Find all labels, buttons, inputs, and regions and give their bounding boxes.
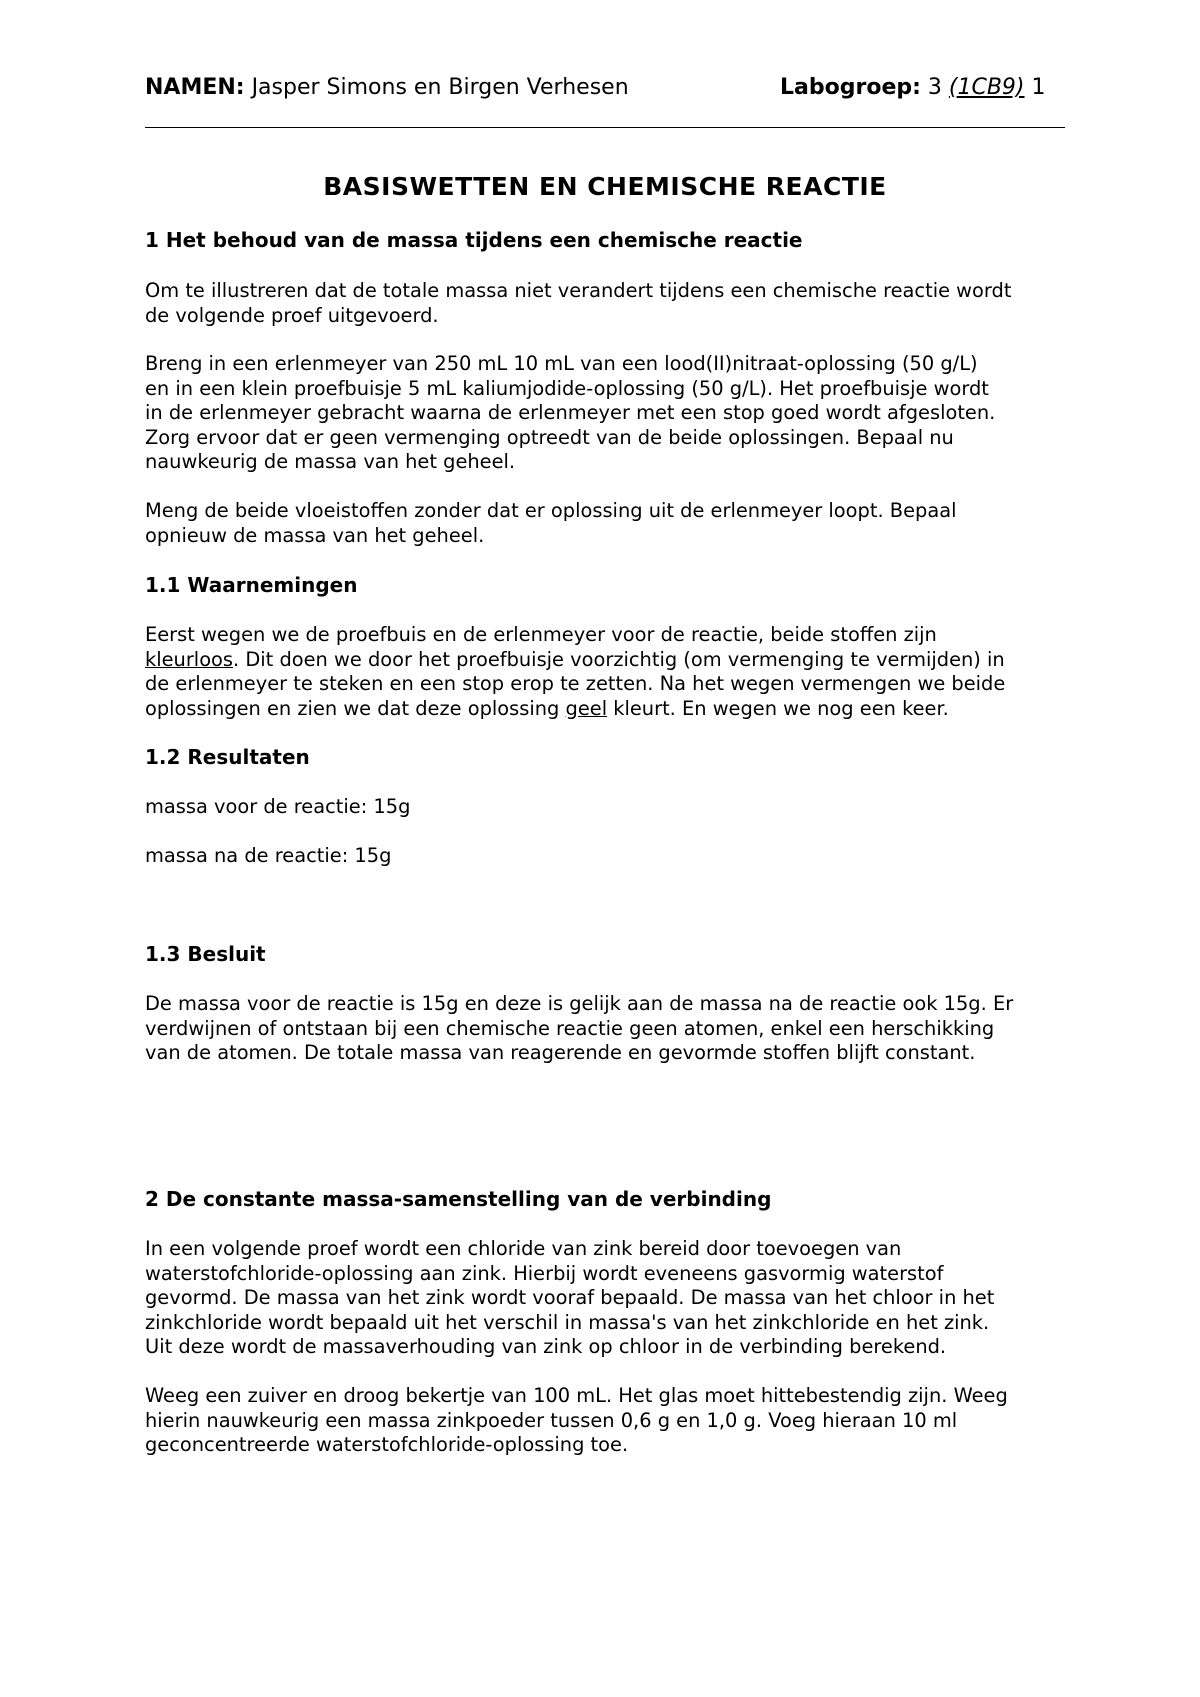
- observations-paragraph: [145, 623, 1065, 721]
- text-line: opnieuw de massa van het geheel.: [145, 523, 485, 547]
- section-1-procedure: [145, 352, 1065, 475]
- section-1-2-heading: 1.2 Resultaten: [145, 745, 310, 769]
- result-before: massa voor de reactie: 15g: [145, 795, 411, 818]
- header-divider: [145, 127, 1065, 128]
- labgroup-number: 3: [920, 75, 949, 100]
- text-line: Om te illustreren dat de totale massa niet verandert tijdens een chemische reactie wordt: [145, 279, 1012, 302]
- text-line: en in een klein proefbuisje 5 mL kaliumjodide-oplossing (50 g/L). Het proefbuisje wordt: [145, 376, 989, 400]
- text-line: gevormd. De massa van het zink wordt vooraf bepaald. De massa van het chloor in het: [145, 1286, 995, 1310]
- keyword-yellow: geel: [565, 696, 608, 720]
- text-line: In een volgende proef wordt een chloride van zink bereid door toevoegen van: [145, 1237, 902, 1260]
- text-line: Uit deze wordt de massaverhouding van zink op chloor in de verbinding berekend.: [145, 1335, 947, 1359]
- text-span: oplossingen en zien we dat deze oplossing: [145, 696, 566, 720]
- names-label: NAMEN:: [145, 75, 245, 100]
- section-1-intro: [145, 279, 1065, 328]
- keyword-colorless: kleurloos: [145, 647, 234, 671]
- text-line: de erlenmeyer te steken en een stop erop te zetten. Na het wegen vermengen we beide: [145, 672, 1006, 696]
- text-line: geconcentreerde waterstofchloride-oplossing toe.: [145, 1433, 629, 1457]
- text-line: De massa voor de reactie is 15g en deze is gelijk aan de massa na de reactie ook 15g. Er: [145, 992, 1014, 1015]
- text-line: Eerst wegen we de proefbuis en de erlenmeyer voor de reactie, beide stoffen zijn: [145, 623, 937, 646]
- text-line: verdwijnen of ontstaan bij een chemische reactie geen atomen, enkel een herschikking: [145, 1016, 995, 1040]
- text-line: Weeg een zuiver en droog bekertje van 100 mL. Het glas moet hittebestendig zijn. Weeg: [145, 1384, 1008, 1407]
- text-line: hierin nauwkeurig een massa zinkpoeder tussen 0,6 g en 1,0 g. Voeg hieraan 10 ml: [145, 1408, 958, 1432]
- text-line: Zorg ervoor dat er geen vermenging optreedt van de beide oplossingen. Bepaal nu: [145, 425, 954, 449]
- text-line: de volgende proef uitgevoerd.: [145, 303, 439, 327]
- text-line: Breng in een erlenmeyer van 250 mL 10 mL van een lood(II)nitraat-oplossing (50 g/L): [145, 352, 978, 375]
- text-span: . Dit doen we door het proefbuisje voorzichtig (om vermenging te vermijden) in: [233, 647, 1005, 671]
- text-line: [145, 697, 1065, 722]
- text-line: van de atomen. De totale massa van reagerende en gevormde stoffen blijft constant.: [145, 1041, 976, 1065]
- text-line: [145, 648, 1065, 673]
- section-2-procedure: [145, 1384, 1065, 1458]
- text-line: nauwkeurig de massa van het geheel.: [145, 450, 516, 474]
- names-field: [145, 74, 629, 102]
- section-2-heading: 2 De constante massa-samenstelling van de verbinding: [145, 1187, 772, 1211]
- labgroup-field: [780, 74, 1046, 102]
- section-1-1-heading: 1.1 Waarnemingen: [145, 573, 358, 597]
- section-2-intro: [145, 1237, 1065, 1360]
- section-1-3-heading: 1.3 Besluit: [145, 942, 266, 966]
- page-number: 1: [1024, 75, 1046, 100]
- text-span: kleurt. En wegen we nog een keer.: [607, 696, 949, 720]
- labgroup-label: Labogroep:: [780, 75, 921, 100]
- text-line: in de erlenmeyer gebracht waarna de erlenmeyer met een stop goed wordt afgesloten.: [145, 401, 996, 425]
- section-1-mix: [145, 499, 1065, 548]
- section-1-heading: 1 Het behoud van de massa tijdens een chemische reactie: [145, 228, 803, 252]
- document-title: BASISWETTEN EN CHEMISCHE REACTIE: [323, 172, 887, 201]
- conclusion-paragraph: [145, 992, 1065, 1066]
- labgroup-code: (1CB9): [948, 75, 1025, 100]
- text-line: zinkchloride wordt bepaald uit het verschil in massa's van het zinkchloride en het zink.: [145, 1310, 990, 1334]
- text-line: waterstofchloride-oplossing aan zink. Hierbij wordt eveneens gasvormig waterstof: [145, 1261, 944, 1285]
- text-line: Meng de beide vloeistoffen zonder dat er oplossing uit de erlenmeyer loopt. Bepaal: [145, 499, 957, 522]
- result-after: massa na de reactie: 15g: [145, 844, 392, 867]
- names-value: Jasper Simons en Birgen Verhesen: [244, 75, 629, 100]
